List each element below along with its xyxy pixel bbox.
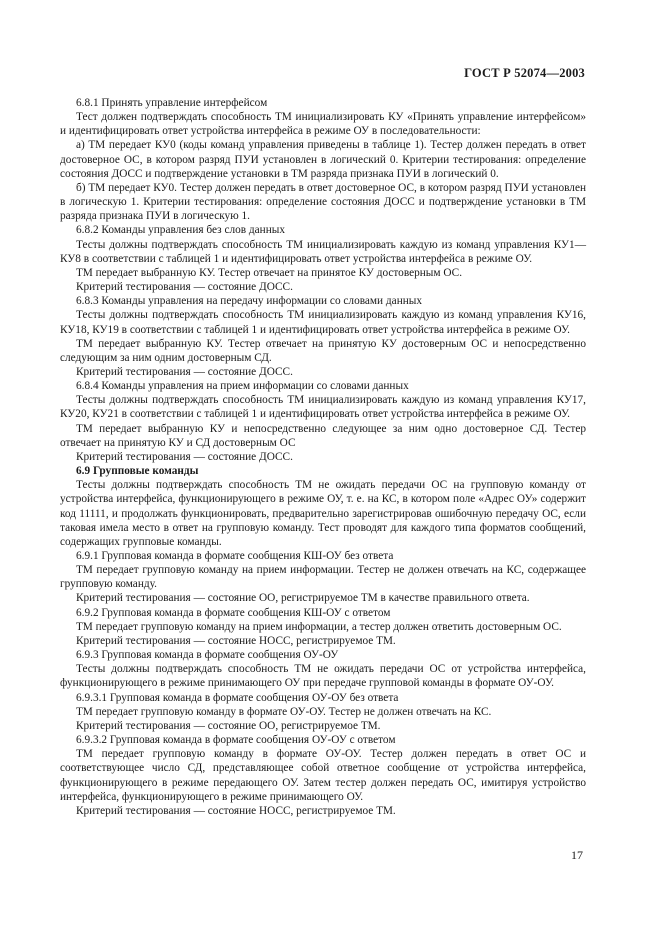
test-criterion: Критерий тестирования — состояние НОСС, регистрируемое ТМ. <box>76 634 396 647</box>
section-heading-6-9-3-1: 6.9.3.1 Групповая команда в формате сообщения ОУ-ОУ без ответа <box>76 691 399 704</box>
list-item-b: б) ТМ передает КУ0. Тестер должен передать в ответ достоверное ОС, в котором разряд ПУИ установлен в логическую 1. Критерии тестирования: определение состояния ДОСС и подтверждение установки в ТМ разряда признака ПУИ в логическую 1. <box>60 181 586 223</box>
test-criterion: Критерий тестирования — состояние ДОСС. <box>76 365 293 378</box>
section-heading-6-8-3: 6.8.3 Команды управления на передачу информации со словами данных <box>76 295 423 308</box>
test-criterion: Критерий тестирования — состояние ОО, регистрируемое ТМ в качестве правильного ответа. <box>76 592 530 605</box>
test-criterion: Критерий тестирования — состояние ДОСС. <box>76 450 293 463</box>
section-heading-6-9-3: 6.9.3 Групповая команда в формате сообщения ОУ-ОУ <box>76 649 339 662</box>
paragraph: ТМ передает групповую команду на прием информации. Тестер не должен отвечать на КС, содержащее групповую команду. <box>60 564 586 591</box>
paragraph: Тесты должны подтверждать способность ТМ не ожидать передачи ОС на групповую команду от устройства интерфейса, функционирующего в режиме ОУ, т. е. на КС, в котором поле «Адрес ОУ» содержит код 11111, и продолжать функционировать, предварительно зарегистрировав ошибочную передачу ОС, если таковая имела место в ответ на групповую команду. Тест проводят для каждого типа форматов сообщений, содержащих групповые команды. <box>60 479 586 548</box>
paragraph: ТМ передает групповую команду в формате ОУ-ОУ. Тестер должен передать в ответ ОС и соответствующее число СД, представляющее собой ответное сообщение от устройства интерфейса, функционирующего в режиме передающего ОУ. Затем тестер должен передать ОС, имитируя устройство интерфейса, функционирующего в режиме принимающего ОУ. <box>60 748 586 803</box>
section-heading-6-9-3-2: 6.9.3.2 Групповая команда в формате сообщения ОУ-ОУ с ответом <box>76 734 396 747</box>
document-body <box>60 96 586 818</box>
test-criterion: Критерий тестирования — состояние ДОСС. <box>76 281 293 294</box>
paragraph: ТМ передает групповую команду в формате ОУ-ОУ. Тестер не должен отвечать на КС. <box>76 705 492 718</box>
paragraph: Тесты должны подтверждать способность ТМ инициализировать каждую из команд управления КУ1—КУ8 в соответствии с таблицей 1 и идентифицировать ответ устройства интерфейса в режиме ОУ. <box>60 238 586 265</box>
paragraph: ТМ передает выбранную КУ и непосредственно следующее за ним одно достоверное СД. Тестер отвечает на принятую КУ и СД достоверным ОС <box>60 422 586 449</box>
paragraph: Тесты должны подтверждать способность ТМ инициализировать каждую из команд управления КУ17, КУ20, КУ21 в соответствии с таблицей 1 и идентифицировать ответ устройства интерфейса в режиме ОУ. <box>60 394 586 421</box>
document-code-header: ГОСТ Р 52074—2003 <box>464 66 585 80</box>
paragraph: Тесты должны подтверждать способность ТМ инициализировать каждую из команд управления КУ16, КУ18, КУ19 в соответствии с таблицей 1 и идентифицировать ответ устройства интерфейса в режиме ОУ. <box>60 309 586 336</box>
paragraph: ТМ передает групповую команду на прием информации, а тестер должен ответить достоверным ОС. <box>76 620 562 633</box>
section-heading-6-9-2: 6.9.2 Групповая команда в формате сообщения КШ-ОУ с ответом <box>76 606 391 619</box>
section-heading-6-9-1: 6.9.1 Групповая команда в формате сообщения КШ-ОУ без ответа <box>76 550 394 562</box>
section-heading-6-8-1: 6.8.1 Принять управление интерфейсом <box>76 97 268 109</box>
list-item-a: а) ТМ передает КУ0 (коды команд управления приведены в таблице 1). Тестер должен передать в ответ достоверное ОС, в котором разряд ПУИ установлен в логический 0. Критерии тестирования: определение состояния ДОСС и подтверждение установки в ТМ разряда признака ПУИ в логический 0. <box>60 139 586 180</box>
section-heading-6-9: 6.9 Групповые команды <box>76 465 199 478</box>
paragraph: ТМ передает выбранную КУ. Тестер отвечает на принятое КУ достоверным ОС. <box>76 266 463 279</box>
test-criterion: Критерий тестирования — состояние ОО, регистрируемое ТМ. <box>76 719 381 732</box>
paragraph: ТМ передает выбранную КУ. Тестер отвечает на принятую КУ достоверным ОС и непосредственно следующим за ним одним достоверным СД. <box>60 337 586 364</box>
paragraph: Тест должен подтверждать способность ТМ инициализировать КУ «Принять управление интерфейсом» и идентифицировать ответ устройства интерфейса в режиме ОУ в последовательности: <box>60 111 586 138</box>
section-heading-6-8-4: 6.8.4 Команды управления на прием информации со словами данных <box>76 380 409 393</box>
test-criterion: Критерий тестирования — состояние НОСС, регистрируемое ТМ. <box>76 804 396 817</box>
section-heading-6-8-2: 6.8.2 Команды управления без слов данных <box>76 224 286 237</box>
page-number: 17 <box>571 848 583 862</box>
paragraph: Тесты должны подтверждать способность ТМ не ожидать передачи ОС от устройства интерфейса, функционирующего в режиме принимающего ОУ при передаче групповой команды в формате ОУ-ОУ. <box>60 663 586 690</box>
